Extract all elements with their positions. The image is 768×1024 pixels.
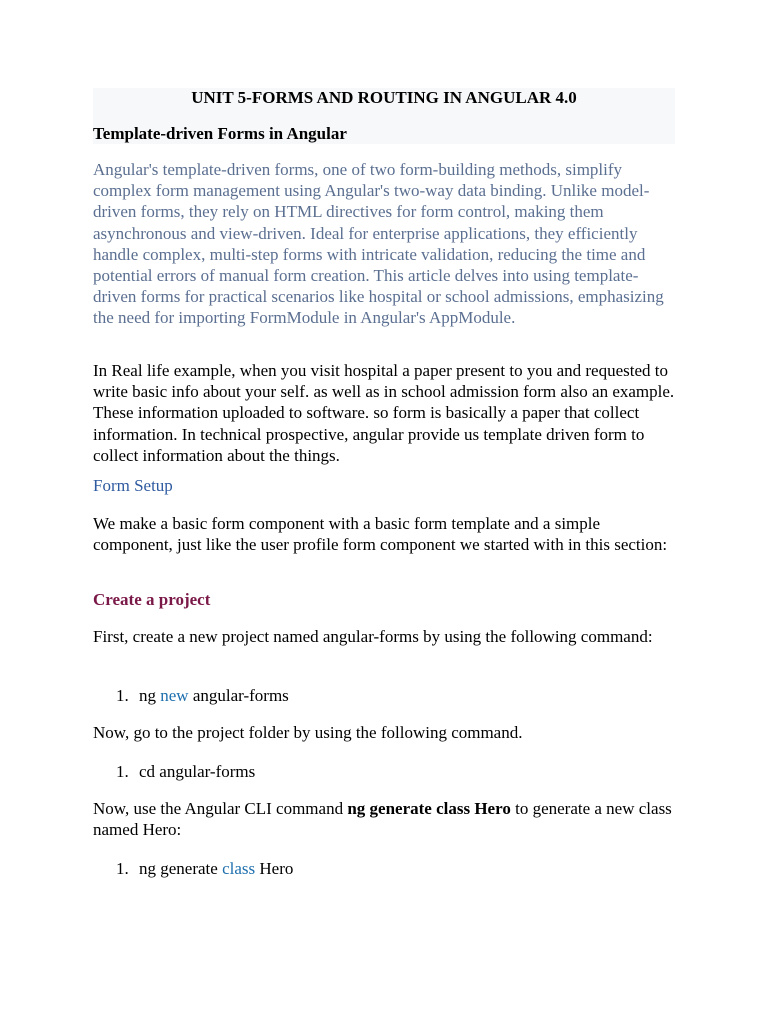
command-cd bbox=[116, 761, 255, 782]
list-number: 1. bbox=[116, 859, 129, 878]
form-setup-paragraph: We make a basic form component with a basic form template and a simple component, just like the user profile form component we started with in this section: bbox=[93, 514, 668, 555]
form-setup-heading: Form Setup bbox=[93, 476, 173, 495]
create-project-paragraph: First, create a new project named angular-forms by using the following command: bbox=[93, 627, 653, 646]
command-keyword: class bbox=[222, 859, 256, 878]
cli-command: ng generate class Hero bbox=[347, 799, 511, 818]
command-text: cd angular-forms bbox=[139, 762, 256, 781]
command-text: Hero bbox=[255, 859, 294, 878]
intro-paragraph: Angular's template-driven forms, one of two form-building methods, simplify complex form management using Angular's two-way data binding. Unlike model-driven forms, they rely on HTML directives for form control, making them asynchronous and view-driven. Ideal for enterprise applications, they efficiently handle complex, multi-step forms with intricate validation, reducing the time and potential errors of manual form creation. This article delves into using template-driven forms for practical scenarios like hospital or school admissions, emphasizing the need for importing FormModule in Angular's AppModule. bbox=[93, 160, 664, 328]
cli-text: to generate a new class named Hero: bbox=[93, 799, 672, 840]
command-text: angular-forms bbox=[188, 686, 289, 705]
command-keyword: new bbox=[160, 686, 189, 705]
list-number: 1. bbox=[116, 762, 129, 781]
unit-title: UNIT 5-FORMS AND ROUTING IN ANGULAR 4.0 bbox=[191, 88, 577, 107]
command-text: ng bbox=[139, 686, 161, 705]
real-life-paragraph: In Real life example, when you visit hospital a paper present to you and requested to write basic info about your self. as well as in school admission form also an example. These information uploaded to software. so form is basically a paper that collect information. In technical prospective, angular provide us template driven form to collect information about the things. bbox=[93, 361, 675, 465]
go-to-folder-paragraph: Now, go to the project folder by using the following command. bbox=[93, 723, 523, 742]
command-text: ng generate bbox=[139, 859, 223, 878]
section-title: Template-driven Forms in Angular bbox=[93, 124, 347, 143]
cli-text: Now, use the Angular CLI command bbox=[93, 799, 348, 818]
create-project-heading: Create a project bbox=[93, 590, 211, 609]
command-generate-class bbox=[116, 858, 293, 879]
command-new-project bbox=[116, 685, 289, 706]
cli-paragraph bbox=[93, 798, 675, 840]
list-number: 1. bbox=[116, 686, 129, 705]
